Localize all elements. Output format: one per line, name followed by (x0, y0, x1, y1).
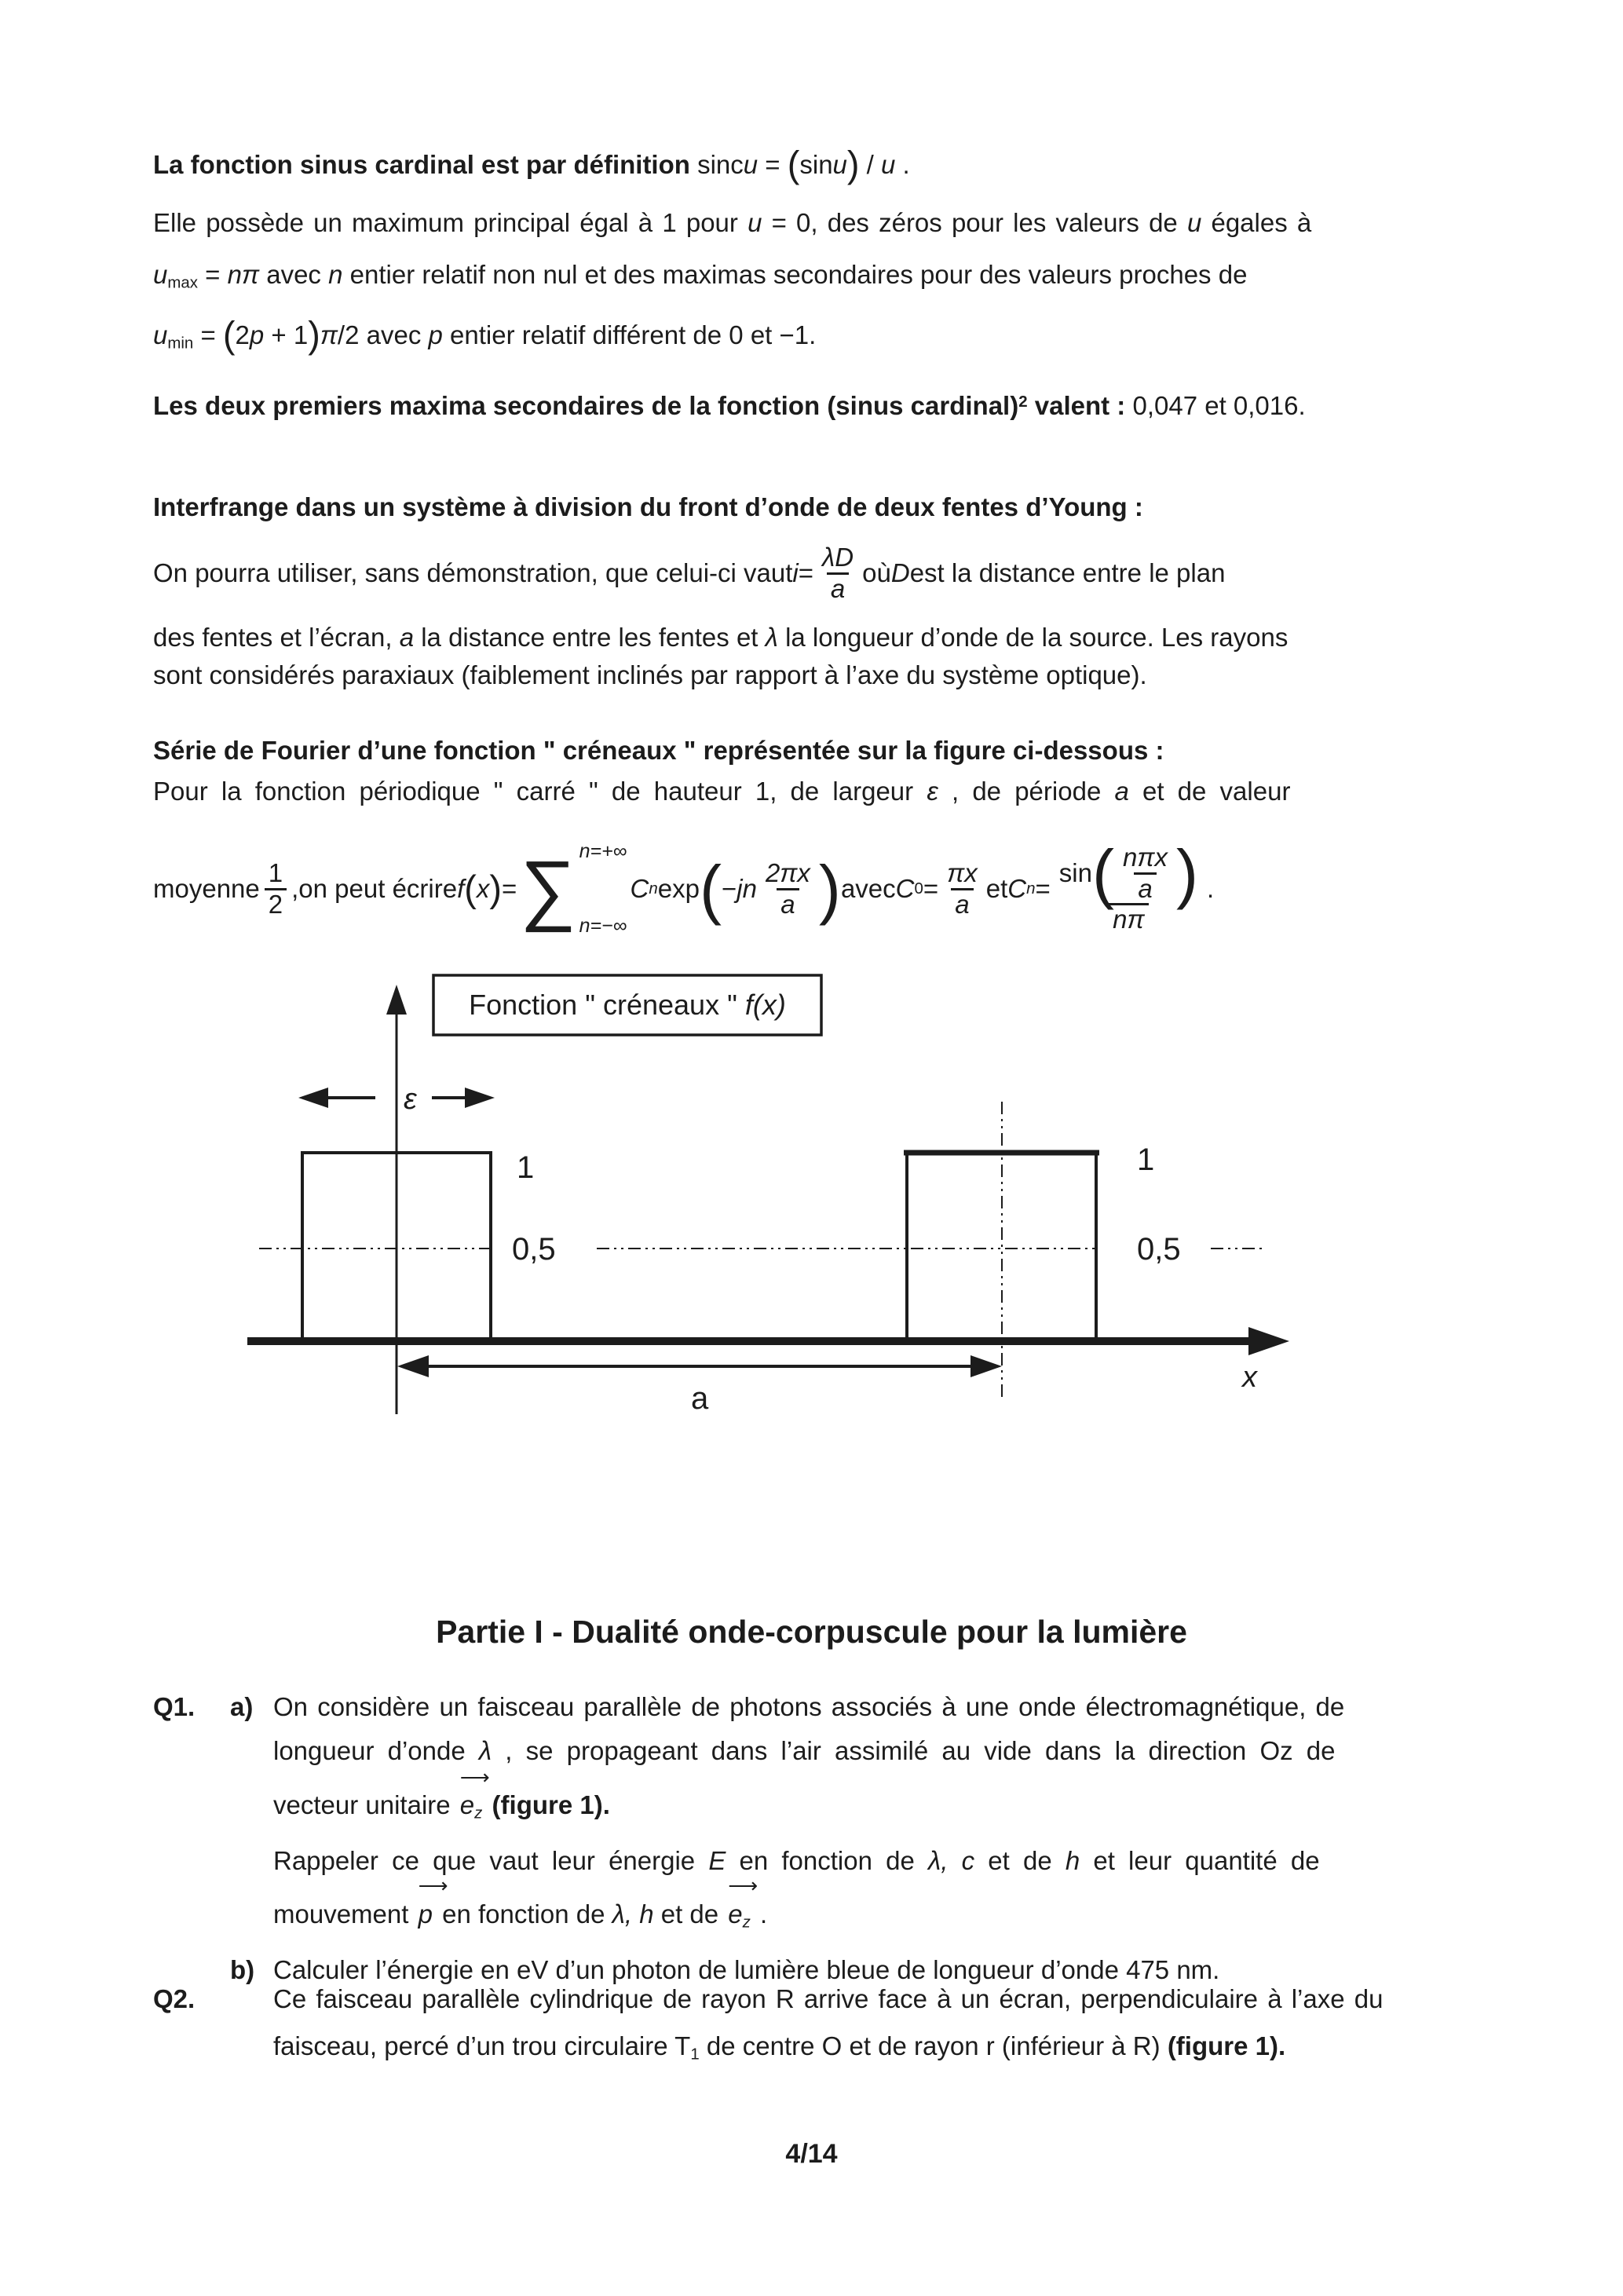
maxima-paragraph (153, 383, 1480, 425)
text-run: sont considérés paraxiaux (faiblement inclinés par rapport à l’axe du système optique). (153, 660, 1147, 689)
text-run: on peut écrire (298, 874, 458, 903)
text-run: la distance entre les fentes et (414, 623, 766, 652)
square-wave-figure (181, 972, 1398, 1424)
text-run: u (743, 150, 758, 179)
text-line (273, 1838, 1480, 1884)
text-run: où (862, 558, 891, 587)
text-run: Elle possède un maximum principal égal à 1 pour (153, 208, 748, 237)
text-run: C (630, 874, 649, 903)
text-run: Série de Fourier d’une fonction " créneaux " représentée sur la figure ci-dessous : (153, 736, 1164, 765)
subscript: 0 (914, 879, 923, 898)
text-run: π (320, 320, 338, 349)
text-run: a (399, 623, 415, 652)
text-run: entier relatif différent de 0 et −1. (442, 320, 817, 349)
text-run: u (1186, 208, 1202, 237)
text-run: − (721, 874, 737, 903)
text-run: p (249, 320, 265, 349)
text-run: , se propageant dans l’air assimilé au vide dans la direction Oz de (492, 1736, 1336, 1765)
vector-arrow-icon: ⟶ (459, 1764, 490, 1789)
text-run: 2 (235, 320, 250, 349)
text-run: et leur quantité de (1080, 1845, 1320, 1875)
one-label-right: 1 (1137, 1143, 1155, 1177)
right-paren: ) (308, 314, 320, 356)
subscript: n (1026, 879, 1036, 898)
text-run: vecteur unitaire (273, 1790, 458, 1819)
page-number (0, 2139, 1623, 2170)
q1a-row (153, 1685, 1480, 1947)
text-line (273, 1729, 1480, 1773)
text-run: 4/14 (785, 2139, 838, 2169)
subscript: z (742, 1913, 751, 1932)
text-run: valent : (1027, 391, 1126, 421)
text-run: C (1007, 874, 1027, 903)
text-run: . (1207, 874, 1215, 903)
text-line (153, 316, 1480, 363)
text-line (273, 1874, 1480, 1947)
text-run: = (758, 150, 788, 179)
ez-vector (728, 1874, 758, 1947)
text-run: ε (927, 777, 938, 806)
text-run: Les deux premiers maxima secondaires de la fonction (sinus cardinal) (153, 391, 1019, 421)
vector-arrow-icon: ⟶ (418, 1874, 448, 1898)
section-heading (153, 732, 1480, 770)
text-run (484, 1790, 492, 1819)
text-line (153, 143, 1480, 187)
fraction-numerator: nπx (1123, 842, 1168, 872)
fraction-denominator: a (777, 888, 799, 919)
left-paren: ( (787, 144, 800, 185)
q1a-text (273, 1685, 1480, 1947)
text-run: u (153, 320, 168, 349)
text-line (273, 1976, 1480, 2023)
text-run: 0,047 et 0,016. (1125, 391, 1306, 421)
half-label-left: 0,5 (512, 1232, 556, 1267)
text-run: p (428, 320, 443, 349)
figure-title: Fonction " créneaux " f(x) (469, 989, 786, 1021)
fourier-series-formula: moyenne $\frac{1}{2}$ , on peut écrire f ( x ) = ∑ n=+∞ n=−∞ C n exp ( − jn $\frac{2\pi x}{a}$ ) avec C 0 = $\frac{\pi x}{a}$ et C n = sin ( nπx a ) nπ . (153, 836, 1215, 937)
superscript: 2 (1018, 393, 1028, 411)
text-run: en fonction de (434, 1899, 612, 1929)
text-run: Partie I - Dualité onde-corpuscule pour la lumière (436, 1614, 1187, 1650)
text-run: n (328, 260, 343, 289)
text-run: avec (840, 874, 896, 903)
text-run: = (501, 874, 517, 903)
text-run: x (476, 874, 490, 903)
text-run: Pour la fonction périodique " carré " de hauteur 1, de largeur (153, 777, 927, 806)
sum-upper-limit: n=+∞ (579, 840, 627, 862)
text-run: exp (657, 874, 700, 903)
text-line (153, 204, 1480, 242)
subscript: n (649, 879, 658, 898)
x-label: x (1242, 1361, 1257, 1394)
fraction (1119, 843, 1172, 904)
text-run: Interfrange dans un système à division du front d’onde de deux fentes d’Young : (153, 492, 1143, 521)
text-run: e (728, 1899, 743, 1929)
text-run: faisceau, percé d’un trou circulaire T (273, 2031, 691, 2060)
text-run: La fonction sinus cardinal est par définition (153, 150, 698, 179)
text-line (153, 656, 1480, 694)
q2-row (153, 1976, 1480, 2078)
text-run: λ (765, 623, 778, 652)
text-run: avec (259, 260, 329, 289)
text-run: + 1 (264, 320, 309, 349)
text-run: λ, c (928, 1845, 975, 1875)
ez-vector (459, 1764, 490, 1838)
text-run: et (985, 874, 1008, 903)
question-1 (153, 1685, 1480, 1992)
question-2 (153, 1976, 1480, 2078)
right-paren: ) (846, 144, 860, 185)
text-run: sin (1058, 857, 1092, 887)
fraction-numerator: 1 (268, 857, 283, 887)
text-run: u (748, 208, 762, 237)
fourier-paragraph (153, 732, 1480, 966)
fraction-denominator: a (1134, 872, 1156, 904)
sinc-definition-paragraph (153, 143, 1480, 362)
text-run: nπ (227, 260, 260, 289)
text-run: et de (653, 1899, 726, 1929)
text-run: u (881, 150, 896, 179)
text-run: est la distance entre le plan (909, 558, 1226, 587)
text-run: On pourra utiliser, sans démonstration, que celui-ci vaut (153, 558, 793, 587)
text-run: f (457, 874, 465, 903)
vector-arrow-icon: ⟶ (728, 1874, 758, 1898)
sigma-symbol: ∑ (520, 845, 576, 933)
fraction (762, 859, 814, 919)
text-run: . (752, 1899, 768, 1929)
text-run: Calculer l’énergie en eV d’un photon de lumière bleue de longueur d’onde 475 nm. (273, 1955, 1220, 1985)
summation-limits (579, 840, 627, 938)
text-run: = (923, 874, 939, 903)
text-run: longueur d’onde (273, 1736, 479, 1765)
text-run: de centre O et de rayon r (inférieur à R) (699, 2031, 1168, 2060)
text-run: sinc (697, 150, 744, 179)
text-run: , de période (938, 777, 1115, 806)
fraction-numerator: πx (947, 857, 978, 887)
text-run: moyenne (153, 874, 260, 903)
text-line (153, 256, 1480, 302)
q1-label: Q1. (153, 1692, 196, 1721)
subscript: 1 (690, 2045, 700, 2064)
text-line (153, 383, 1480, 425)
q2-text (273, 1976, 1480, 2078)
text-line (273, 2023, 1480, 2078)
text-run: / (859, 150, 882, 179)
summation (520, 840, 627, 938)
text-run: = 0, des zéros pour les valeurs de (762, 208, 1187, 237)
a-arrow-right-head-icon (971, 1355, 1002, 1377)
text-run: et de (974, 1845, 1066, 1875)
left-paren: ( (222, 314, 236, 356)
text-run: = (197, 260, 228, 289)
text-run: (figure 1). (1167, 2031, 1286, 2060)
text-run: λ (478, 1736, 492, 1765)
text-run: λ, h (612, 1899, 654, 1929)
text-run: et de valeur (1128, 777, 1291, 806)
text-run: . (895, 150, 910, 179)
text-run: jn (737, 874, 757, 903)
fraction-denominator: a (827, 572, 849, 604)
text-run: , (291, 874, 299, 903)
text-run: D (890, 558, 910, 587)
fraction-numerator: λD (822, 542, 854, 572)
text-run: = (193, 320, 223, 349)
text-run: égales à (1201, 208, 1312, 237)
text-line (153, 619, 1480, 656)
q2-label: Q2. (153, 1984, 196, 2013)
text-run: sin (799, 150, 833, 179)
subscript: max (167, 273, 198, 292)
fraction (943, 859, 981, 919)
cn-fraction (1055, 836, 1202, 935)
text-run: en fonction de (726, 1845, 929, 1875)
text-run: a (1114, 777, 1129, 806)
text-run: e (459, 1790, 475, 1819)
x-axis-arrowhead-icon (1248, 1327, 1289, 1355)
fraction-numerator: sin ( nπx a ) (1058, 836, 1199, 911)
text-run: u (832, 150, 847, 179)
part1-heading (0, 1611, 1623, 1652)
text-line (273, 1685, 1480, 1729)
text-run: /2 avec (337, 320, 429, 349)
subscript: min (167, 334, 194, 353)
text-line (273, 1764, 1480, 1838)
text-run: Rappeler ce que vaut leur énergie (273, 1845, 709, 1875)
fraction (265, 859, 287, 919)
text-run: (figure 1). (492, 1790, 610, 1819)
q1a-label: a) (230, 1692, 254, 1721)
text-run: u (153, 260, 168, 289)
fraction (818, 543, 857, 604)
section-heading (153, 488, 1480, 526)
text-run: E (708, 1845, 726, 1875)
a-arrow-left-head-icon (397, 1355, 429, 1377)
fraction-denominator: 2 (265, 888, 287, 919)
text-run: des fentes et l’écran, (153, 623, 400, 652)
text-run: On considère un faisceau parallèle de photons associés à une onde électromagnétique, de (273, 1692, 1345, 1721)
one-label-left: 1 (517, 1150, 535, 1185)
text-run: Ce faisceau parallèle cylindrique de rayon R arrive face à un écran, perpendiculaire à l’axe du (273, 1984, 1384, 2013)
epsilon-arrow-right-head-icon (465, 1088, 495, 1108)
epsilon-arrow-left-head-icon (298, 1088, 328, 1108)
text-run: i (792, 558, 799, 587)
epsilon-label: ε (404, 1083, 417, 1116)
text-run: la longueur d’onde de la source. Les rayons (777, 623, 1289, 652)
sum-lower-limit: n=−∞ (579, 915, 627, 937)
text-run: p (418, 1899, 433, 1929)
text-run: mouvement (273, 1899, 416, 1929)
p-vector (418, 1874, 448, 1939)
q1b-label: b) (230, 1955, 255, 1985)
text-run: h (1065, 1845, 1080, 1875)
fraction-denominator: a (951, 888, 973, 919)
fraction-numerator: 2πx (765, 857, 810, 887)
y-axis-arrowhead-icon (386, 985, 407, 1015)
fraction-denominator: nπ (1109, 903, 1148, 934)
subscript: z (474, 1804, 483, 1823)
text-run: = (1035, 874, 1051, 903)
half-label-right: 0,5 (1137, 1232, 1181, 1267)
text-run: entier relatif non nul et des maximas secondaires pour des valeurs proches de (342, 260, 1248, 289)
text-run: = (798, 558, 814, 587)
a-label: a (691, 1381, 709, 1416)
text-line (153, 773, 1480, 810)
interfrange-paragraph (153, 488, 1480, 694)
text-run: C (895, 874, 915, 903)
text-line (153, 529, 1480, 617)
